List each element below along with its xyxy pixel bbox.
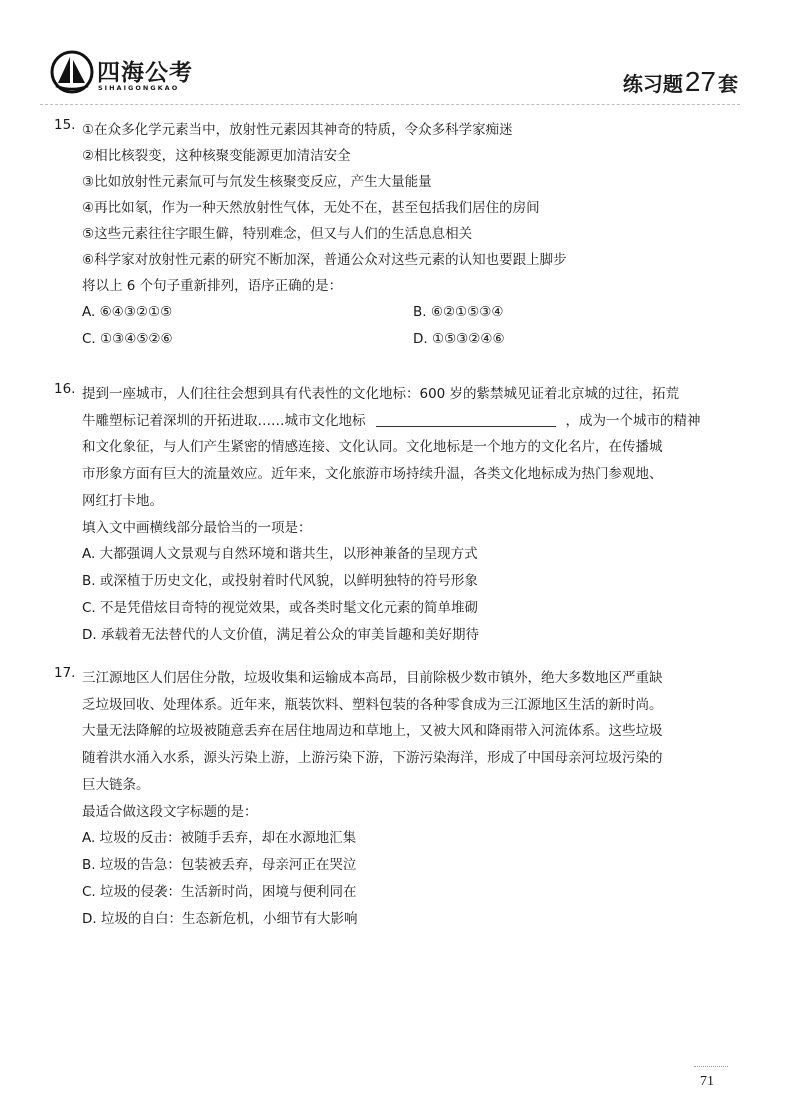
sentence: ⑤这些元素往往字眼生僻，特别难念，但又与人们的生活息息相关 — [82, 226, 473, 242]
option-a[interactable]: A. 垃圾的反击：被随手丢弃，却在水源地汇集 — [82, 829, 357, 846]
exercise-set-title — [623, 66, 738, 98]
passage-line: 网红打卡地。 — [82, 492, 163, 509]
question-15 — [54, 117, 744, 353]
option-b[interactable]: B. ⑥②①⑤③④ — [413, 304, 504, 320]
sentence: ②相比核裂变，这种核聚变能源更加清洁安全 — [82, 148, 351, 164]
sentence: ④再比如氡，作为一种天然放射性气体，无处不在，甚至包括我们居住的房间 — [82, 200, 540, 216]
page-number: 71 — [700, 1074, 714, 1089]
passage — [82, 381, 744, 515]
sentence: ⑥科学家对放射性元素的研究不断加深，普通公众对这些元素的认知也要跟上脚步 — [82, 252, 567, 268]
passage-line: 提到一座城市，人们往往会想到具有代表性的文化地标：600 岁的紫禁城见证着北京城的过往，拓荒 — [82, 386, 680, 402]
set-suffix: 套 — [718, 72, 738, 96]
passage-line: 乏垃圾回收、处理体系。近年来，瓶装饮料、塑料包装的各种零食成为三江源地区生活的新时尚。 — [82, 696, 663, 713]
header-divider — [40, 104, 740, 105]
option-d[interactable]: D. 承载着无法替代的人文价值，满足着公众的审美旨趣和美好期待 — [82, 626, 479, 643]
sentence: ③比如放射性元素氚可与氘发生核聚变反应，产生大量能量 — [82, 174, 432, 190]
question-prompt: 最适合做这段文字标题的是： — [82, 803, 258, 820]
option-d[interactable]: D. ①⑤③②④⑥ — [413, 331, 505, 347]
passage-line: 市形象方面有巨大的流量效应。近年来，文化旅游市场持续升温，各类文化地标成为热门参观地、 — [82, 466, 663, 483]
brand-name-en: SIHAIGONGKAO — [98, 84, 180, 92]
passage-line: 三江源地区人们居住分散，垃圾收集和运输成本高昂，目前除极少数市镇外，绝大多数地区严重缺 — [82, 670, 663, 686]
passage-line: 牛雕塑标记着深圳的开拓进取……城市文化地标 — [82, 412, 366, 429]
option-b[interactable]: B. 或深植于历史文化，或投射着时代风貌，以鲜明独特的符号形象 — [82, 572, 478, 589]
option-c[interactable]: C. 不是凭借炫目奇特的视觉效果，或各类时髦文化元素的简单堆砌 — [82, 599, 479, 616]
brand-logo — [50, 50, 235, 98]
question-prompt: 填入文中画横线部分最恰当的一项是： — [82, 519, 312, 536]
passage-line: 随着洪水涌入水系，源头污染上游，上游污染下游，下游污染海洋，形成了中国母亲河垃圾污染的 — [82, 750, 663, 767]
option-d[interactable]: D. 垃圾的自白：生态新危机，小细节有大影响 — [82, 910, 358, 927]
question-number: 17. — [54, 665, 76, 681]
passage-line: 大量无法降解的垃圾被随意丢弃在居住地周边和草地上，又被大风和降雨带入河流体系。这些垃圾 — [82, 723, 663, 740]
option-c[interactable]: C. ①③④⑤②⑥ — [82, 331, 173, 347]
question-number: 16. — [54, 381, 76, 397]
option-c[interactable]: C. 垃圾的侵袭：生活新时尚，困境与便利同在 — [82, 883, 357, 900]
question-16 — [54, 381, 744, 649]
sentence: ①在众多化学元素当中，放射性元素因其神奇的特质，令众多科学家痴迷 — [82, 122, 513, 138]
footer-divider — [694, 1066, 728, 1067]
set-prefix: 练习题 — [622, 72, 683, 96]
option-a[interactable]: A. ⑥④③②①⑤ — [82, 304, 173, 320]
question-prompt: 将以上 6 个句子重新排列，语序正确的是： — [82, 278, 343, 294]
passage — [82, 665, 744, 799]
set-number: 27 — [684, 66, 716, 97]
sailboat-logo-icon — [50, 50, 94, 94]
brand-name-cn: 四海公考 — [97, 60, 193, 86]
question-17 — [54, 665, 744, 933]
passage-line: 和文化象征，与人们产生紧密的情感连接、文化认同。文化地标是一个地方的文化名片，在传播城 — [82, 439, 663, 456]
option-b[interactable]: B. 垃圾的告急：包装被丢弃，母亲河正在哭泣 — [82, 856, 357, 873]
fill-in-blank[interactable] — [376, 410, 556, 427]
option-a[interactable]: A. 大都强调人文景观与自然环境和谐共生，以形神兼备的呈现方式 — [82, 545, 478, 562]
passage-line: 巨大链条。 — [82, 776, 150, 793]
question-number: 15. — [54, 117, 76, 133]
passage-line: ，成为一个城市的精神 — [565, 412, 701, 429]
